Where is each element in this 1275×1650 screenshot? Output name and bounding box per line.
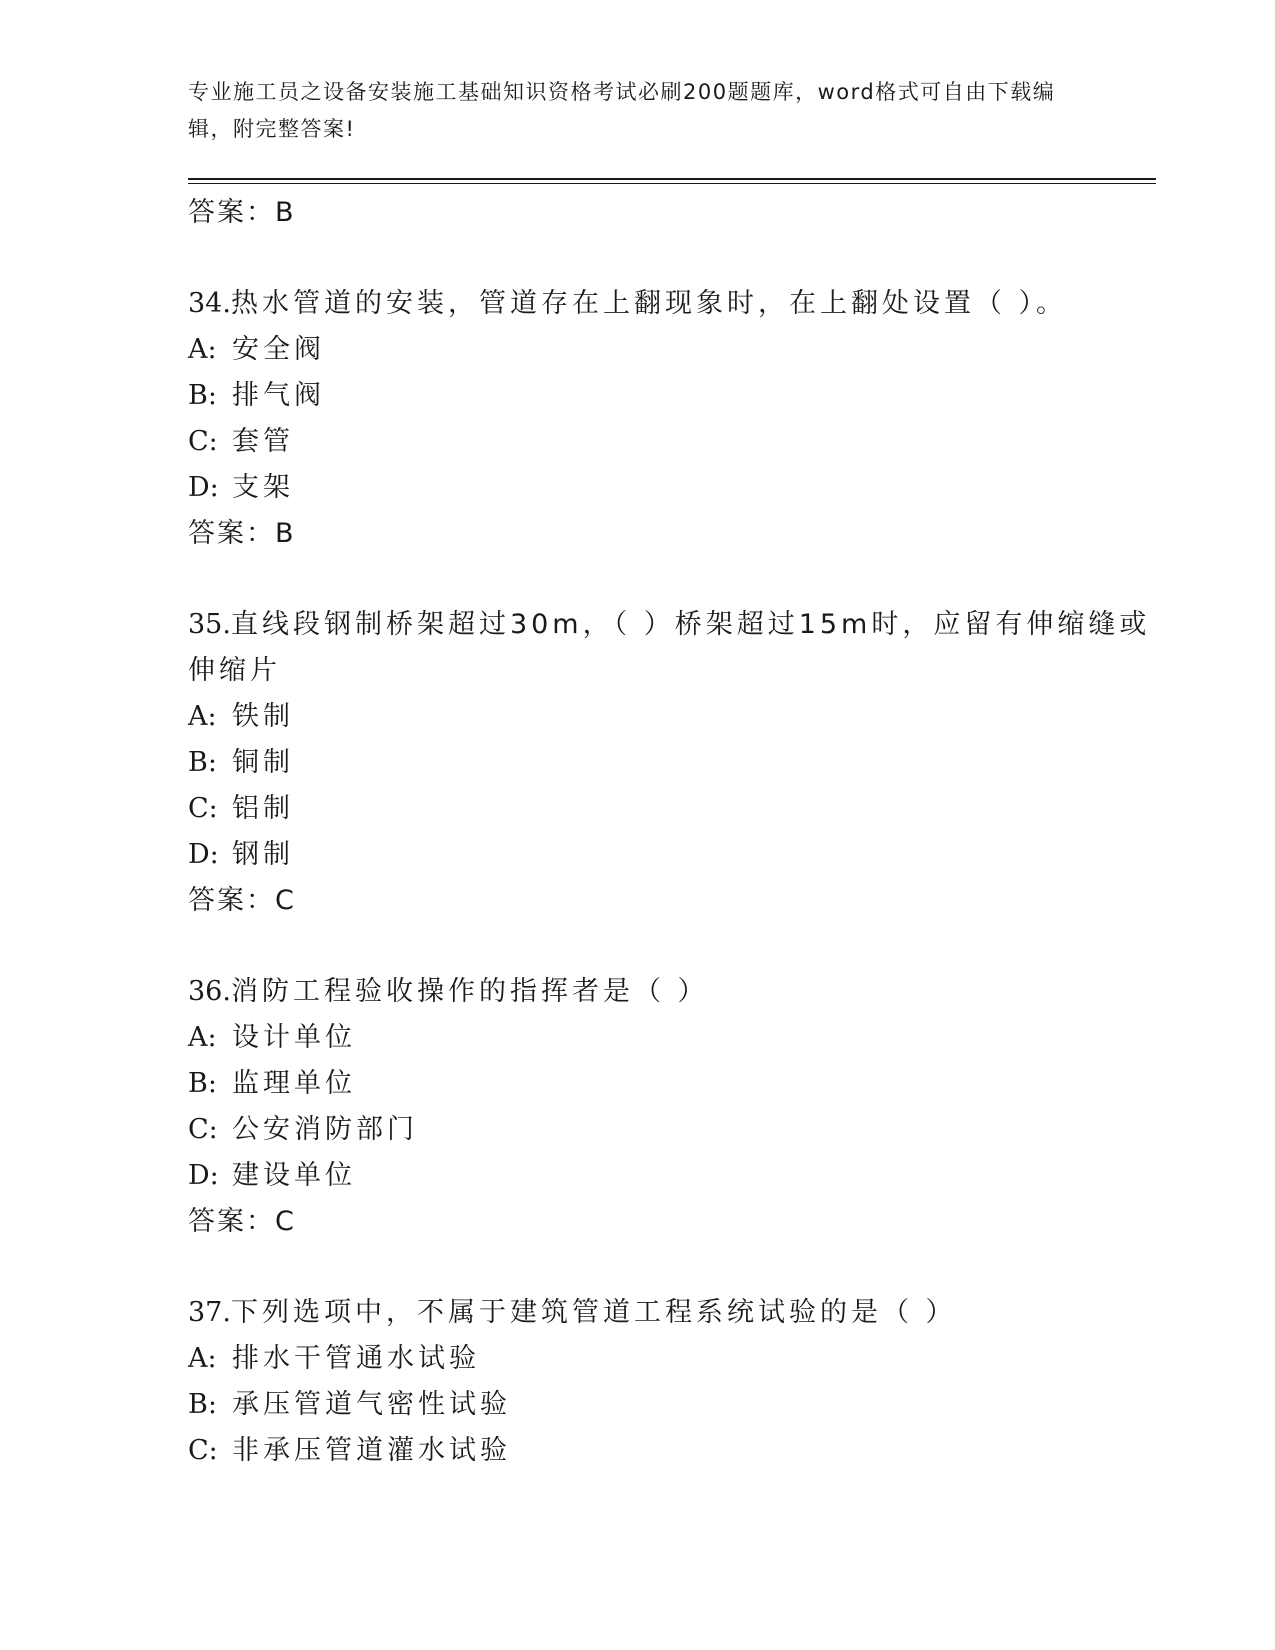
question-number: 35. (188, 609, 231, 640)
header-divider-thin (188, 183, 1156, 184)
option-b (188, 1061, 1088, 1107)
answer-value: B (275, 518, 296, 549)
option-label: C: (188, 426, 218, 457)
option-text: 排水干管通水试验 (232, 1343, 480, 1374)
answer-prefix: 答案： (188, 885, 275, 916)
answer (188, 878, 1088, 924)
answer-prefix: 答案： (188, 1206, 275, 1237)
question-text (188, 969, 1088, 1015)
option-c (188, 419, 1088, 465)
answer-value: B (275, 197, 296, 228)
option-a (188, 1336, 1088, 1382)
answer-prefix: 答案： (188, 518, 275, 549)
page-header (188, 74, 1068, 148)
option-text: 铁制 (232, 701, 294, 732)
question-35 (188, 602, 1151, 924)
question-text (188, 1290, 1088, 1336)
question-number: 36. (188, 976, 231, 1007)
question-stem: 直线段钢制桥架超过30m，（ ）桥架超过15m时，应留有伸缩缝或 (230, 609, 1151, 640)
option-text: 铝制 (232, 793, 294, 824)
option-text: 监理单位 (232, 1068, 356, 1099)
option-c (188, 1107, 1088, 1153)
question-text-continued (188, 648, 1088, 694)
answer (188, 511, 1088, 557)
option-d (188, 465, 1088, 511)
answer-prefix: 答案： (188, 197, 275, 228)
question-number: 37. (188, 1297, 231, 1328)
answer-value: C (275, 1206, 296, 1237)
spacer (188, 924, 1088, 969)
option-a (188, 1015, 1088, 1061)
option-label: A: (188, 701, 217, 732)
question-stem: 热水管道的安装，管道存在上翻现象时，在上翻处设置（ ）。 (230, 288, 1068, 319)
question-stem: 消防工程验收操作的指挥者是（ ） (230, 976, 709, 1007)
option-text: 公安消防部门 (232, 1114, 418, 1145)
question-list (188, 190, 1151, 1474)
option-b (188, 373, 1088, 419)
option-text: 设计单位 (232, 1022, 356, 1053)
option-a (188, 327, 1088, 373)
question-stem: 下列选项中，不属于建筑管道工程系统试验的是（ ） (230, 1297, 957, 1328)
option-text: 建设单位 (232, 1160, 356, 1191)
option-text: 非承压管道灌水试验 (232, 1435, 511, 1466)
option-label: A: (188, 334, 217, 365)
option-text: 排气阀 (232, 380, 325, 411)
option-d (188, 832, 1088, 878)
option-text: 承压管道气密性试验 (232, 1389, 511, 1420)
option-label: C: (188, 1435, 218, 1466)
option-text: 套管 (232, 426, 294, 457)
option-label: B: (188, 1389, 217, 1420)
spacer (188, 1245, 1088, 1290)
question-text (188, 602, 1151, 648)
option-label: A: (188, 1343, 217, 1374)
option-label: C: (188, 1114, 218, 1145)
option-c (188, 786, 1088, 832)
question-text (188, 281, 1088, 327)
option-label: B: (188, 747, 217, 778)
option-c (188, 1428, 1088, 1474)
option-d (188, 1153, 1088, 1199)
option-a (188, 694, 1088, 740)
question-36 (188, 969, 1088, 1245)
option-text: 安全阀 (232, 334, 325, 365)
option-label: D: (188, 839, 219, 870)
answer-value: C (275, 885, 296, 916)
option-label: B: (188, 1068, 217, 1099)
document-title: 专业施工员之设备安装施工基础知识资格考试必刷200题题库，word格式可自由下载编辑，附完整答案! (188, 80, 1056, 141)
question-stem-line2: 伸缩片 (188, 655, 281, 686)
question-number: 34. (188, 288, 231, 319)
option-label: B: (188, 380, 217, 411)
option-label: C: (188, 793, 218, 824)
option-label: D: (188, 472, 219, 503)
spacer (188, 557, 1088, 602)
option-label: A: (188, 1022, 217, 1053)
previous-answer (188, 190, 1088, 236)
question-37 (188, 1290, 1088, 1474)
option-text: 铜制 (232, 747, 294, 778)
option-b (188, 740, 1088, 786)
answer (188, 1199, 1088, 1245)
header-divider (188, 178, 1156, 180)
option-b (188, 1382, 1088, 1428)
option-text: 钢制 (232, 839, 294, 870)
option-label: D: (188, 1160, 219, 1191)
option-text: 支架 (232, 472, 294, 503)
spacer (188, 236, 1088, 281)
question-34 (188, 281, 1088, 557)
